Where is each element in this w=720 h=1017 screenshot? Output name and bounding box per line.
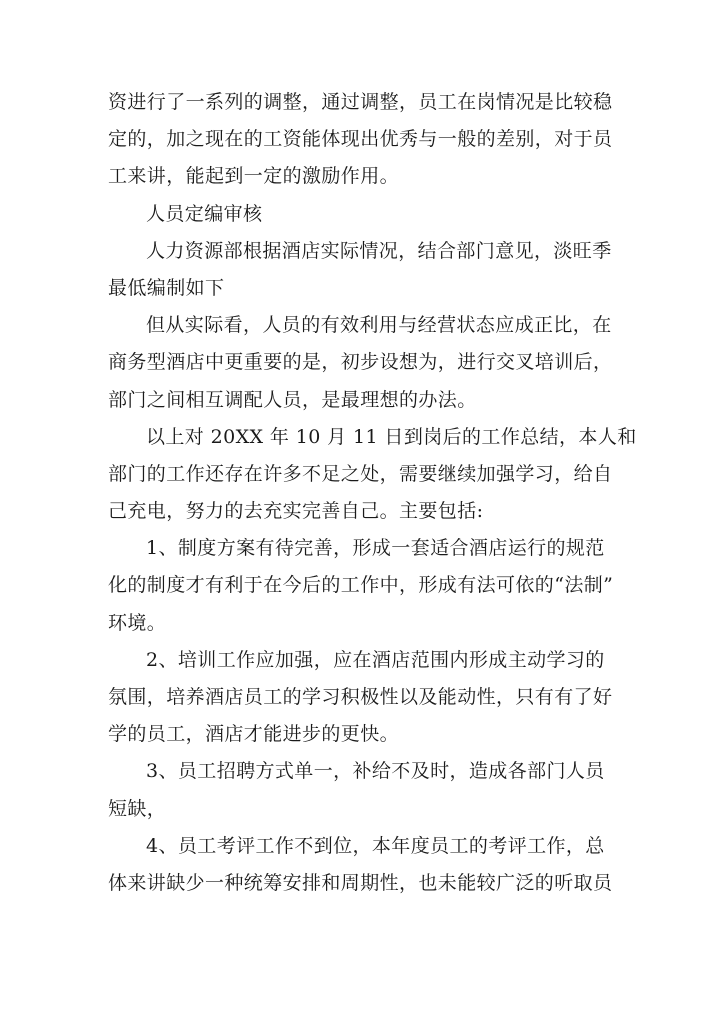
text-line: 工来讲，能起到一定的激励作用。 [108, 165, 400, 188]
text-line: 部门的工作还存在许多不足之处，需要继续加强学习，给自 [108, 462, 613, 485]
text-line: 最低编制如下 [108, 276, 225, 299]
section-heading [108, 196, 613, 233]
text-line: 环境。 [108, 611, 167, 634]
text-line: 化的制度才有利于在今后的工作中，形成有法可依的“法制” [108, 574, 614, 597]
list-item [108, 642, 613, 754]
text-line: 部门之间相互调配人员，是最理想的办法。 [108, 388, 477, 411]
paragraph [108, 84, 613, 196]
paragraph [108, 419, 637, 531]
text-line: 但从实际看，人员的有效利用与经营状态应成正比，在 [146, 314, 612, 337]
text-line: 1、制度方案有待完善，形成一套适合酒店运行的规范 [146, 537, 605, 560]
text-line: 体来讲缺少一种统筹安排和周期性，也未能较广泛的听取员 [108, 871, 613, 894]
paragraph [108, 307, 613, 419]
document-body [108, 84, 637, 902]
text-line: 短缺， [108, 797, 167, 820]
list-item [108, 530, 613, 642]
text-line: 2、培训工作应加强，应在酒店范围内形成主动学习的 [146, 648, 605, 671]
list-item [108, 753, 613, 827]
text-line: 人力资源部根据酒店实际情况，结合部门意见，淡旺季 [146, 239, 612, 262]
text-line: 资进行了一系列的调整，通过调整，员工在岗情况是比较稳 [108, 91, 613, 113]
text-line: 定的，加之现在的工资能体现出优秀与一般的差别，对于员 [108, 128, 613, 151]
text-line: 以上对 20XX 年 10 月 11 日到岗后的工作总结，本人和 [146, 425, 637, 448]
list-item [108, 828, 613, 902]
text-line: 己充电，努力的去充实完善自己。主要包括: [108, 500, 484, 523]
text-line: 氛围，培养酒店员工的学习积极性以及能动性，只有有了好 [108, 686, 613, 708]
text-line: 3、员工招聘方式单一，补给不及时，造成各部门人员 [146, 760, 605, 783]
text-line: 人员定编审核 [146, 202, 263, 225]
text-line: 4、员工考评工作不到位，本年度员工的考评工作，总 [146, 834, 605, 857]
text-line: 学的员工，酒店才能进步的更快。 [108, 723, 400, 746]
paragraph [108, 233, 613, 307]
text-line: 商务型酒店中更重要的是，初步设想为，进行交叉培训后， [108, 351, 613, 374]
